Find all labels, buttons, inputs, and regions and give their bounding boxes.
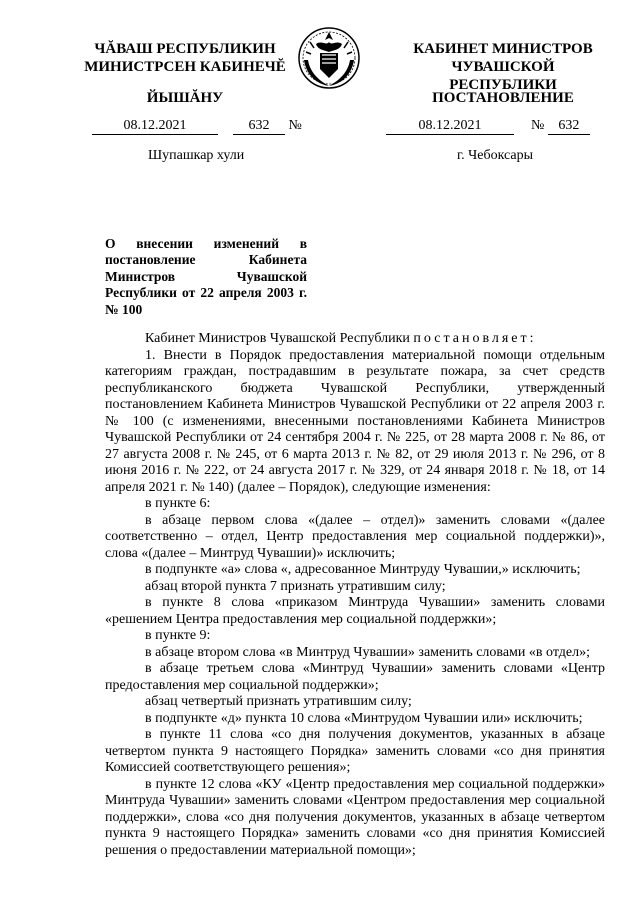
- header-left: [70, 40, 300, 76]
- number-line-right: [386, 118, 590, 135]
- body-paragraph: в пункте 11 слова «со дня получения документов, указанных в абзаце четвертом пункта 9 настоящего Порядка» заменить словами «со дня принятия Комиссией соответствующего решения»;: [105, 727, 605, 775]
- body-paragraph: в подпункте «д» пункта 10 слова «Минтрудом Чувашии или» исключить;: [145, 710, 583, 726]
- number-left: 632: [233, 118, 285, 135]
- coat-of-arms-emblem: [296, 20, 362, 96]
- header-left-doc-type: ЙЫШĂНУ: [146, 90, 224, 106]
- header-right-line2: ЧУВАШСКОЙ РЕСПУБЛИКИ: [449, 59, 557, 93]
- header-left-line2: МИНИСТРСЕН КАБИНЕЧĔ: [84, 59, 286, 75]
- date-right: 08.12.2021: [386, 118, 514, 135]
- body-paragraph: в пункте 6:: [145, 496, 211, 511]
- number-sign-left: №: [288, 118, 302, 133]
- intro-decree-word: постановляет:: [413, 331, 537, 346]
- number-right: 632: [548, 118, 590, 135]
- number-sign-right: №: [531, 118, 545, 133]
- date-left: 08.12.2021: [92, 118, 218, 135]
- city-left: Шупашкар хули: [148, 148, 245, 163]
- header-right: [408, 40, 598, 94]
- city-right: г. Чебоксары: [457, 148, 534, 163]
- body-paragraph: в подпункте «а» слова «, адресованное Минтруду Чувашии,» исключить;: [145, 562, 581, 577]
- body-paragraph: абзац второй пункта 7 признать утратившим силу;: [145, 578, 446, 594]
- body-paragraph: в пункте 8 слова «приказом Минтруда Чувашии» заменить словами «решением Центра предоставления мер социальной поддержки»;: [105, 595, 605, 627]
- number-line-left: [92, 118, 302, 135]
- body-paragraph: в пункте 12 слова «КУ «Центр предоставления мер социальной поддержки» Минтруда Чувашии» заменить словами «Центром предоставления мер социальной поддержки», слова «со дня получения документов, указанных в абзаце четвертом пункта 9 настоящего Порядка» заменить словами «со дня принятия Комиссией решения о предоставлении материальной помощи»;: [105, 776, 605, 858]
- header-right-line1: КАБИНЕТ МИНИСТРОВ: [413, 41, 593, 57]
- body-paragraph: в абзаце втором слова «в Минтруд Чувашии» заменить словами «в отдел»;: [145, 644, 590, 660]
- document-title: О внесении изменений в постановление Кабинета Министров Чувашской Республики от 22 апреля 2003 г. № 100: [105, 236, 307, 317]
- header-right-doc-type: ПОСТАНОВЛЕНИЕ: [432, 90, 574, 106]
- body-paragraph: в абзаце третьем слова «Минтруд Чувашии» заменить словами «Центр предоставления мер социальной поддержки»;: [105, 661, 605, 693]
- body-intro: [105, 331, 605, 348]
- body-paragraph: абзац четвертый признать утратившим силу;: [145, 694, 412, 709]
- body-paragraph: 1. Внести в Порядок предоставления материальной помощи отдельным категориям граждан, пострадавшим в результате пожара, за счет средств республиканского бюджета Чувашской Республики, утвержденный постановлением Кабинета Министров Чувашской Республики от 22 апреля 2003 г. № 100 (с изменениями, внесенными постановлениями Кабинета Министров Чувашской Республики от 24 сентября 2004 г. № 225, от 28 марта 2008 г. № 86, от 27 августа 2008 г. № 245, от 6 марта 2013 г. № 82, от 29 июля 2013 г. № 296, от 8 июня 2016 г. № 222, от 24 августа 2017 г. № 329, от 24 января 2018 г. № 18, от 14 апреля 2021 г. № 140) (далее – Порядок), следующие изменения:: [105, 347, 605, 495]
- document-body: [105, 331, 605, 859]
- body-paragraph: в пункте 9:: [145, 628, 211, 643]
- intro-text: Кабинет Министров Чувашской Республики: [145, 331, 414, 346]
- body-paragraph: в абзаце первом слова «(далее – отдел)» заменить словами «(далее соответственно – отдел, Центр предоставления мер социальной поддержки)», слова «(далее – Минтруд Чувашии)» исключить;: [105, 512, 605, 561]
- header-left-line1: ЧĂВАШ РЕСПУБЛИКИН: [94, 41, 276, 57]
